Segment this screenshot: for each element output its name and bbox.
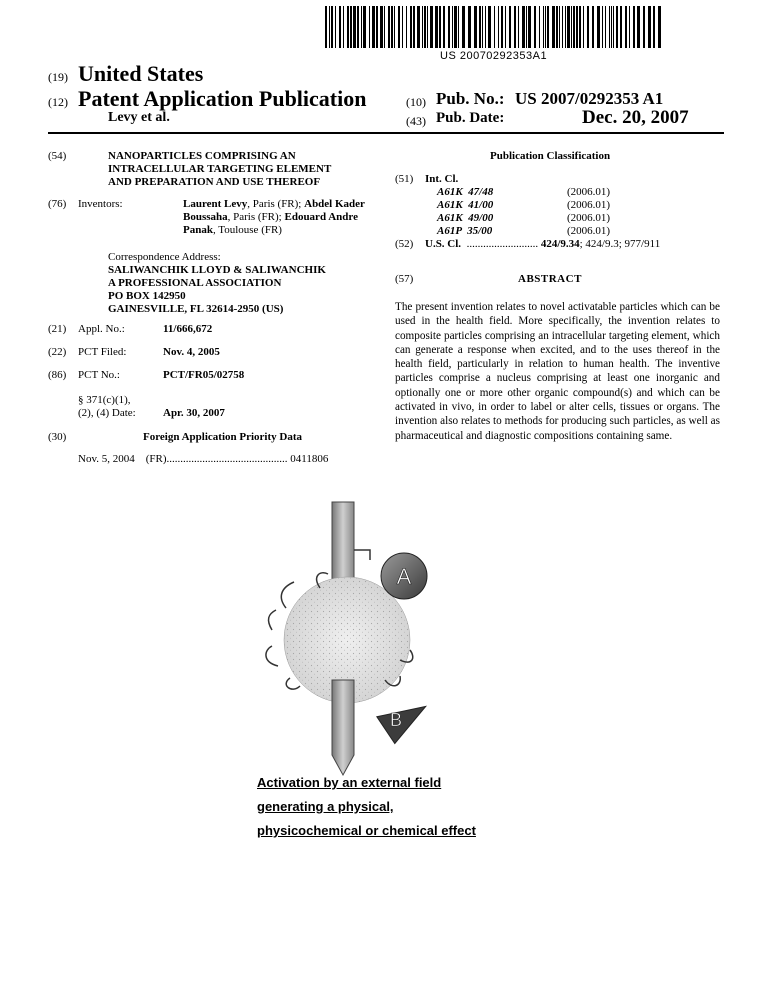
barcode-bar <box>417 6 420 48</box>
pub-date-label: Pub. Date: <box>436 110 505 126</box>
barcode-bar <box>361 6 362 48</box>
barcode-bar <box>514 6 516 48</box>
barcode-bar <box>380 6 383 48</box>
barcode-bar <box>528 6 531 48</box>
pct-filed-code: (22) <box>48 346 67 358</box>
priority-code: (30) <box>48 431 67 443</box>
int-cl-year: (2006.01) <box>567 199 611 211</box>
barcode-bar <box>526 6 527 48</box>
inventor-short: Levy et al. <box>108 110 170 125</box>
barcode-bar <box>388 6 390 48</box>
int-cl-row <box>437 199 610 212</box>
barcode-bar <box>485 6 486 48</box>
priority-date: Nov. 5, 2004 <box>78 453 135 465</box>
barcode-bar <box>579 6 581 48</box>
barcode-bar <box>458 6 459 48</box>
barcode-bar <box>398 6 400 48</box>
barcode-bar <box>454 6 457 48</box>
barcode-bar <box>545 6 546 48</box>
int-cl-row <box>437 225 610 238</box>
nanoparticle-figure <box>250 490 500 790</box>
element-a-label: A <box>396 564 412 589</box>
country: United States <box>78 61 204 86</box>
header-rule <box>48 132 724 134</box>
us-cl-label: U.S. Cl. <box>425 238 462 250</box>
barcode-bar <box>562 6 563 48</box>
element-b-label: B <box>389 710 403 730</box>
barcode-bar <box>384 6 385 48</box>
barcode-bar <box>347 6 349 48</box>
barcode-bar <box>482 6 483 48</box>
barcode-bar <box>609 6 610 48</box>
barcode-bar <box>439 6 441 48</box>
barcode-bar <box>576 6 578 48</box>
barcode-bar <box>592 6 594 48</box>
barcode-bar <box>325 6 327 48</box>
inventors-list <box>183 198 373 237</box>
pct-no: PCT/FR05/02758 <box>163 369 245 381</box>
pub-no-label: Pub. No.: <box>436 89 505 108</box>
barcode-bar <box>625 6 627 48</box>
address-line: GAINESVILLE, FL 32614-2950 (US) <box>108 303 284 315</box>
barcode-bar <box>468 6 471 48</box>
barcode-bar <box>430 6 433 48</box>
abstract-text: The present invention relates to novel activatable particles which can be used in the health field. More specifically, the invention relates to composite particles comprising an intracellular targeting element, which can generate a response when excited, and to the uses thereof in the health field, particularly in relation to human health. The inventive particles comprise a nucleus comprising at least one inorganic and optionally one or more other organic compound(s) and which can be activated in vivo, in order to label or alter cells, tissues or organs. The invention also relates to methods for producing such particles, as well as pharmaceutical and diagnostic compositions containing same. <box>395 301 720 442</box>
barcode-bar <box>369 6 370 48</box>
correspondence-address <box>108 264 326 316</box>
int-cl-class: A61K 49/00 <box>437 212 494 224</box>
barcode-bar <box>350 6 352 48</box>
barcode-bar <box>637 6 640 48</box>
barcode-bar <box>391 6 393 48</box>
barcode-bar <box>422 6 423 48</box>
publication-type: Patent Application Publication <box>78 86 367 111</box>
barcode-bar <box>567 6 570 48</box>
barcode-bar <box>474 6 477 48</box>
barcode-bar <box>556 6 558 48</box>
barcode-bar <box>339 6 341 48</box>
pub-no: US 2007/0292353 A1 <box>515 89 664 108</box>
code-43: (43) <box>406 114 426 128</box>
appl-code: (21) <box>48 323 67 335</box>
barcode-bar <box>427 6 428 48</box>
section-371 <box>78 394 136 420</box>
code-19: (19) <box>48 70 68 84</box>
barcode-bar <box>547 6 549 48</box>
code-10: (10) <box>406 95 426 109</box>
pct-no-label: PCT No.: <box>78 369 120 381</box>
barcode-bar <box>479 6 481 48</box>
barcode-number: US 20070292353A1 <box>440 50 548 62</box>
inventor-name: Laurent Levy <box>183 198 248 210</box>
section-line: (2), (4) Date: <box>78 407 136 419</box>
barcode-bar <box>602 6 603 48</box>
inventors-label: Inventors: <box>78 198 123 210</box>
connector-line <box>354 550 370 560</box>
inventor-location: , Toulouse (FR) <box>212 224 282 236</box>
barcode-bar <box>424 6 426 48</box>
barcode-bar <box>522 6 525 48</box>
barcode-bar <box>613 6 614 48</box>
title <box>108 150 331 189</box>
int-cl-list <box>437 186 610 238</box>
pubclass-title: Publication Classification <box>490 150 611 162</box>
barcode-bar <box>494 6 495 48</box>
barcode-bar <box>534 6 536 48</box>
pct-no-code: (86) <box>48 369 67 381</box>
int-cl-code: (51) <box>395 173 414 185</box>
barcode-bar <box>543 6 544 48</box>
barcode-bar <box>573 6 575 48</box>
priority-country: (FR) <box>145 453 167 465</box>
appl-no: 11/666,672 <box>163 323 213 335</box>
barcode-bar <box>571 6 572 48</box>
pct-filed-label: PCT Filed: <box>78 346 127 358</box>
barcode-bar <box>331 6 333 48</box>
barcode-bar <box>498 6 499 48</box>
barcode-bar <box>435 6 438 48</box>
barcode-bar <box>629 6 630 48</box>
us-cl <box>425 238 660 251</box>
inventor-name: Abdel Kader Boussaha <box>183 198 365 223</box>
element-b-triangle <box>377 706 432 746</box>
int-cl-class: A61P 35/00 <box>437 225 493 237</box>
barcode-bar <box>633 6 635 48</box>
pct-filed-date: Nov. 4, 2005 <box>163 346 220 358</box>
int-cl-class: A61K 47/48 <box>437 186 494 198</box>
int-cl-row <box>437 212 610 225</box>
address-line: SALIWANCHIK LLOYD & SALIWANCHIK <box>108 264 326 276</box>
int-cl-class: A61K 41/00 <box>437 199 494 211</box>
abstract-title: ABSTRACT <box>518 273 582 285</box>
int-cl-label: Int. Cl. <box>425 173 459 185</box>
title-line: AND PREPARATION AND USE THEREOF <box>108 176 321 188</box>
barcode-bar <box>518 6 519 48</box>
section-371-date: Apr. 30, 2007 <box>163 407 225 419</box>
abstract-code: (57) <box>395 273 414 285</box>
barcode-bar <box>565 6 566 48</box>
us-cl-code: (52) <box>395 238 414 250</box>
us-cl-main: 424/9.34 <box>540 238 580 250</box>
inventor-location: , Paris (FR); <box>247 198 305 210</box>
barcode-bar <box>452 6 453 48</box>
barcode-bar <box>587 6 589 48</box>
barcode-bar <box>329 6 330 48</box>
barcode-bar <box>363 6 366 48</box>
barcode-bar <box>605 6 606 48</box>
address-line: A PROFESSIONAL ASSOCIATION <box>108 277 282 289</box>
barcode-bar <box>394 6 395 48</box>
title-code: (54) <box>48 150 67 162</box>
code-12: (12) <box>48 95 68 109</box>
us-cl-dots: .......................... <box>466 238 539 250</box>
barcode-bar <box>343 6 344 48</box>
barcode-bar <box>410 6 412 48</box>
barcode-bar <box>372 6 375 48</box>
address-line: PO BOX 142950 <box>108 290 186 302</box>
barcode-bar <box>406 6 407 48</box>
priority-number: 0411806 <box>290 453 329 465</box>
barcode-bar <box>611 6 612 48</box>
appl-label: Appl. No.: <box>78 323 125 335</box>
barcode-bar <box>501 6 503 48</box>
inventors-code: (76) <box>48 198 67 210</box>
barcode-bar <box>335 6 336 48</box>
barcode-bar <box>648 6 651 48</box>
priority-dots: ............................................ <box>166 453 288 465</box>
barcode-bar <box>616 6 618 48</box>
barcode-bar <box>552 6 555 48</box>
barcode-bar <box>505 6 506 48</box>
barcode-bar <box>658 6 661 48</box>
us-cl-rest: ; 424/9.3; 977/911 <box>579 238 661 250</box>
barcode-bar <box>509 6 511 48</box>
barcode-bar <box>443 6 445 48</box>
figure-caption-line: physicochemical or chemical effect <box>257 823 476 838</box>
barcode <box>325 6 665 48</box>
barcode-bar <box>653 6 655 48</box>
barcode-bar <box>357 6 359 48</box>
barcode-bar <box>413 6 415 48</box>
inventor-location: , Paris (FR); <box>227 211 285 223</box>
barcode-bar <box>583 6 584 48</box>
correspondence-label: Correspondence Address: <box>108 251 221 263</box>
figure-caption-line: Activation by an external field <box>257 775 442 790</box>
barcode-bar <box>402 6 403 48</box>
barcode-bar <box>539 6 540 48</box>
pub-date: Dec. 20, 2007 <box>582 107 689 128</box>
figure-caption-line: generating a physical, <box>257 799 394 814</box>
int-cl-row <box>437 186 610 199</box>
title-line: INTRACELLULAR TARGETING ELEMENT <box>108 163 332 175</box>
barcode-bar <box>462 6 465 48</box>
priority-title: Foreign Application Priority Data <box>143 431 302 443</box>
section-line: § 371(c)(1), <box>78 394 131 406</box>
barcode-bar <box>643 6 645 48</box>
barcode-bar <box>620 6 622 48</box>
inventor-name: Edouard Andre Panak <box>183 211 358 236</box>
barcode-bar <box>597 6 600 48</box>
barcode-bar <box>353 6 356 48</box>
barcode-bar <box>488 6 491 48</box>
int-cl-year: (2006.01) <box>567 225 611 237</box>
title-line: NANOPARTICLES COMPRISING AN <box>108 150 296 162</box>
barcode-bar <box>559 6 560 48</box>
barcode-bar <box>376 6 378 48</box>
targeting-rod-bottom <box>332 680 354 775</box>
barcode-bar <box>448 6 450 48</box>
int-cl-year: (2006.01) <box>567 186 611 198</box>
int-cl-year: (2006.01) <box>567 212 611 224</box>
priority-entry <box>78 453 328 466</box>
